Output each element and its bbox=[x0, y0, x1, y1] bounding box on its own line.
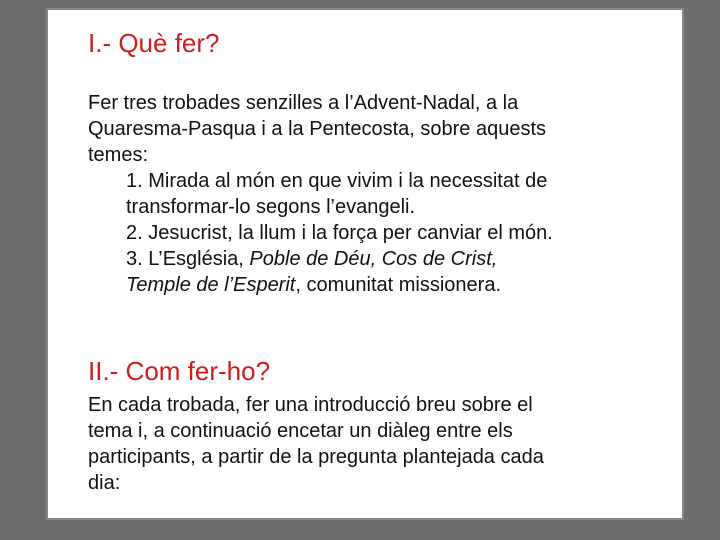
theme-item-line: 2. Jesucrist, la llum i la força per canviar el món. bbox=[126, 222, 553, 244]
theme-item-line bbox=[126, 246, 683, 272]
body-line: En cada trobada, fer una introducció breu sobre el bbox=[88, 394, 533, 416]
body-line: tema i, a continuació encetar un diàleg entre els bbox=[88, 420, 513, 442]
slide bbox=[46, 8, 684, 520]
theme-item-1 bbox=[126, 168, 683, 220]
section-heading-que-fer: I.- Què fer? bbox=[88, 28, 220, 58]
body-line: Fer tres trobades senzilles a l’Advent-Nadal, a la bbox=[88, 92, 519, 114]
theme-item-line bbox=[126, 272, 683, 298]
body-line: dia: bbox=[88, 472, 121, 494]
theme-item-emphasis: Poble de Déu, Cos de Crist, bbox=[249, 248, 498, 270]
theme-item-prefix: 3. L’Església, bbox=[126, 248, 250, 270]
section-body-que-fer bbox=[88, 90, 683, 298]
body-line: Quaresma-Pasqua i a la Pentecosta, sobre aquests bbox=[88, 118, 547, 140]
body-line: temes: bbox=[88, 144, 149, 166]
theme-item-suffix: , comunitat missionera. bbox=[295, 274, 501, 296]
theme-list bbox=[88, 168, 683, 298]
theme-item-emphasis: Temple de l’Esperit bbox=[126, 274, 296, 296]
theme-item-line: transformar-lo segons l’evangeli. bbox=[126, 196, 416, 218]
body-line: participants, a partir de la pregunta plantejada cada bbox=[88, 446, 544, 468]
theme-item-3 bbox=[126, 246, 683, 298]
theme-item-2 bbox=[126, 220, 683, 246]
section-body-com-fer-ho bbox=[88, 392, 683, 496]
theme-item-line: 1. Mirada al món en que vivim i la necessitat de bbox=[126, 170, 548, 192]
section-heading-com-fer-ho: II.- Com fer-ho? bbox=[88, 356, 271, 386]
